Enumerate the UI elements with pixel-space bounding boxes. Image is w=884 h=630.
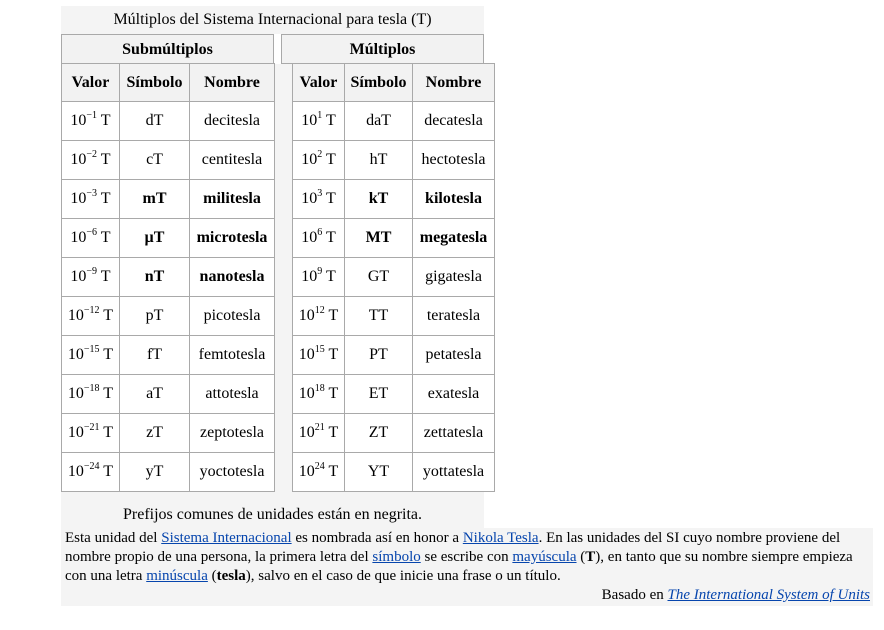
value-base: 10 [298,346,315,363]
submultiples-header-row [62,64,275,102]
value-exponent: −3 [86,188,98,199]
value-exponent: −18 [83,383,100,394]
col-nombre: Nombre [413,64,495,102]
col-valor: Valor [62,64,120,102]
value-exponent: 18 [314,383,325,394]
table-row [62,258,275,297]
value-base: 10 [67,463,84,480]
table-row [293,180,495,219]
table-row [62,336,275,375]
value-base: 10 [301,151,318,168]
value-unit: T [325,112,336,129]
table-row [62,297,275,336]
symbol-cell: pT [120,297,190,336]
value-base: 10 [298,385,315,402]
symbol-cell: hT [345,141,413,180]
table-row [293,453,495,492]
value-base: 10 [70,112,87,129]
note-text: ( [576,549,586,565]
value-base: 10 [67,346,84,363]
value-cell [62,375,120,414]
submultiples-header: Submúltiplos [61,34,274,64]
value-cell [293,141,345,180]
value-cell [62,336,120,375]
name-cell: femtotesla [190,336,275,375]
note-text: Esta unidad del [65,530,162,546]
source-line [65,586,870,605]
link-sistema-internacional[interactable]: Sistema Internacional [161,530,292,546]
value-cell [62,141,120,180]
symbol-cell: yT [120,453,190,492]
table-row [293,258,495,297]
value-cell [293,219,345,258]
value-unit: T [100,112,111,129]
value-cell [293,180,345,219]
link-nikola-tesla[interactable]: Nikola Tesla [462,530,539,546]
note-text: ), en tanto que su nombre siempre empieza con una letra [65,549,853,584]
symbol-cell: µT [120,219,190,258]
table-row [62,453,275,492]
note-bold-symbol: T [585,549,596,565]
value-unit: T [325,229,336,246]
symbol-cell: zT [120,414,190,453]
value-unit: T [103,307,114,324]
tesla-note [61,528,873,606]
name-cell: nanotesla [190,258,275,297]
symbol-cell: ET [345,375,413,414]
value-unit: T [328,463,339,480]
value-unit: T [100,151,111,168]
value-base: 10 [70,151,87,168]
multiples-header-row [293,64,495,102]
table-row [293,141,495,180]
table-row [293,414,495,453]
value-cell [293,102,345,141]
name-cell: yottatesla [413,453,495,492]
value-cell [293,336,345,375]
note-text: se escribe con [420,549,513,565]
value-base: 10 [298,463,315,480]
value-exponent: −6 [86,227,98,238]
name-cell: picotesla [190,297,275,336]
value-cell [293,258,345,297]
col-valor: Valor [293,64,345,102]
value-exponent: 1 [317,110,323,121]
symbol-cell: cT [120,141,190,180]
value-exponent: −2 [86,149,98,160]
col-nombre: Nombre [190,64,275,102]
table-row [293,297,495,336]
name-cell: teratesla [413,297,495,336]
note-paragraph [65,529,870,586]
value-unit: T [328,424,339,441]
note-text: . En las unidades del SI cuyo nombre proviene del nombre propio de una persona, la primera letra del [65,530,841,565]
multiples-header: Múltiplos [281,34,484,64]
note-text: ( [207,568,217,584]
value-base: 10 [70,268,87,285]
value-exponent: 6 [317,227,323,238]
table-row [293,336,495,375]
symbol-cell: ZT [345,414,413,453]
value-base: 10 [298,424,315,441]
value-base: 10 [67,307,84,324]
value-cell [62,414,120,453]
value-cell [62,180,120,219]
name-cell: zettatesla [413,414,495,453]
value-unit: T [103,424,114,441]
symbol-cell: nT [120,258,190,297]
link-simbolo[interactable]: símbolo [372,549,421,565]
symbol-cell: fT [120,336,190,375]
name-cell: megatesla [413,219,495,258]
table-row [62,102,275,141]
value-base: 10 [298,307,315,324]
name-cell: hectotesla [413,141,495,180]
symbol-cell: TT [345,297,413,336]
value-exponent: 24 [314,461,325,472]
table-caption: Múltiplos del Sistema Internacional para tesla (T) [113,11,432,28]
name-cell: zeptotesla [190,414,275,453]
value-base: 10 [301,229,318,246]
value-unit: T [103,463,114,480]
value-unit: T [328,307,339,324]
value-unit: T [328,385,339,402]
value-cell [293,375,345,414]
symbol-cell: kT [345,180,413,219]
value-cell [293,297,345,336]
value-base: 10 [67,385,84,402]
name-cell: attotesla [190,375,275,414]
col-simbolo: Símbolo [345,64,413,102]
value-cell [62,102,120,141]
name-cell: militesla [190,180,275,219]
symbol-cell: MT [345,219,413,258]
table-row [293,219,495,258]
symbol-cell: mT [120,180,190,219]
value-cell [293,453,345,492]
value-unit: T [100,229,111,246]
note-text: ), salvo en el caso de que inicie una frase o un título. [245,568,561,584]
name-cell: gigatesla [413,258,495,297]
value-exponent: −21 [83,422,100,433]
table-row [293,375,495,414]
value-exponent: −12 [83,305,100,316]
value-cell [293,414,345,453]
link-mayuscula[interactable]: mayúscula [512,549,577,565]
link-si-brochure[interactable]: The International System of Units [667,587,870,603]
value-exponent: −15 [83,344,100,355]
value-cell [62,297,120,336]
value-unit: T [328,346,339,363]
value-unit: T [325,151,336,168]
value-base: 10 [70,190,87,207]
table-row [62,180,275,219]
value-base: 10 [70,229,87,246]
value-base: 10 [301,190,318,207]
table-row [62,219,275,258]
value-unit: T [103,385,114,402]
value-exponent: 15 [314,344,325,355]
value-exponent: 21 [314,422,325,433]
source-prefix: Basado en [601,587,668,603]
value-exponent: 2 [317,149,323,160]
note-bold-name: tesla [216,568,246,584]
col-simbolo: Símbolo [120,64,190,102]
name-cell: kilotesla [413,180,495,219]
bold-prefixes-note: Prefijos comunes de unidades están en negrita. [122,506,423,523]
value-base: 10 [301,112,318,129]
table-row [293,102,495,141]
symbol-cell: aT [120,375,190,414]
value-exponent: −9 [86,266,98,277]
name-cell: centitesla [190,141,275,180]
table-row [62,375,275,414]
name-cell: decatesla [413,102,495,141]
name-cell: decitesla [190,102,275,141]
value-unit: T [325,190,336,207]
value-unit: T [100,268,111,285]
symbol-cell: GT [345,258,413,297]
value-unit: T [325,268,336,285]
value-base: 10 [301,268,318,285]
submultiples-table [61,63,275,492]
name-cell: exatesla [413,375,495,414]
value-exponent: −24 [83,461,100,472]
value-cell [62,219,120,258]
note-text: es nombrada así en honor a [291,530,463,546]
name-cell: yoctotesla [190,453,275,492]
value-exponent: 12 [314,305,325,316]
symbol-cell: PT [345,336,413,375]
link-minuscula[interactable]: minúscula [146,568,208,584]
table-row [62,141,275,180]
table-row [62,414,275,453]
value-exponent: 9 [317,266,323,277]
symbol-cell: YT [345,453,413,492]
multiples-table [292,63,495,492]
value-unit: T [100,190,111,207]
value-exponent: 3 [317,188,323,199]
value-cell [62,453,120,492]
name-cell: petatesla [413,336,495,375]
value-cell [62,258,120,297]
symbol-cell: daT [345,102,413,141]
name-cell: microtesla [190,219,275,258]
value-exponent: −1 [86,110,98,121]
value-base: 10 [67,424,84,441]
value-unit: T [103,346,114,363]
symbol-cell: dT [120,102,190,141]
